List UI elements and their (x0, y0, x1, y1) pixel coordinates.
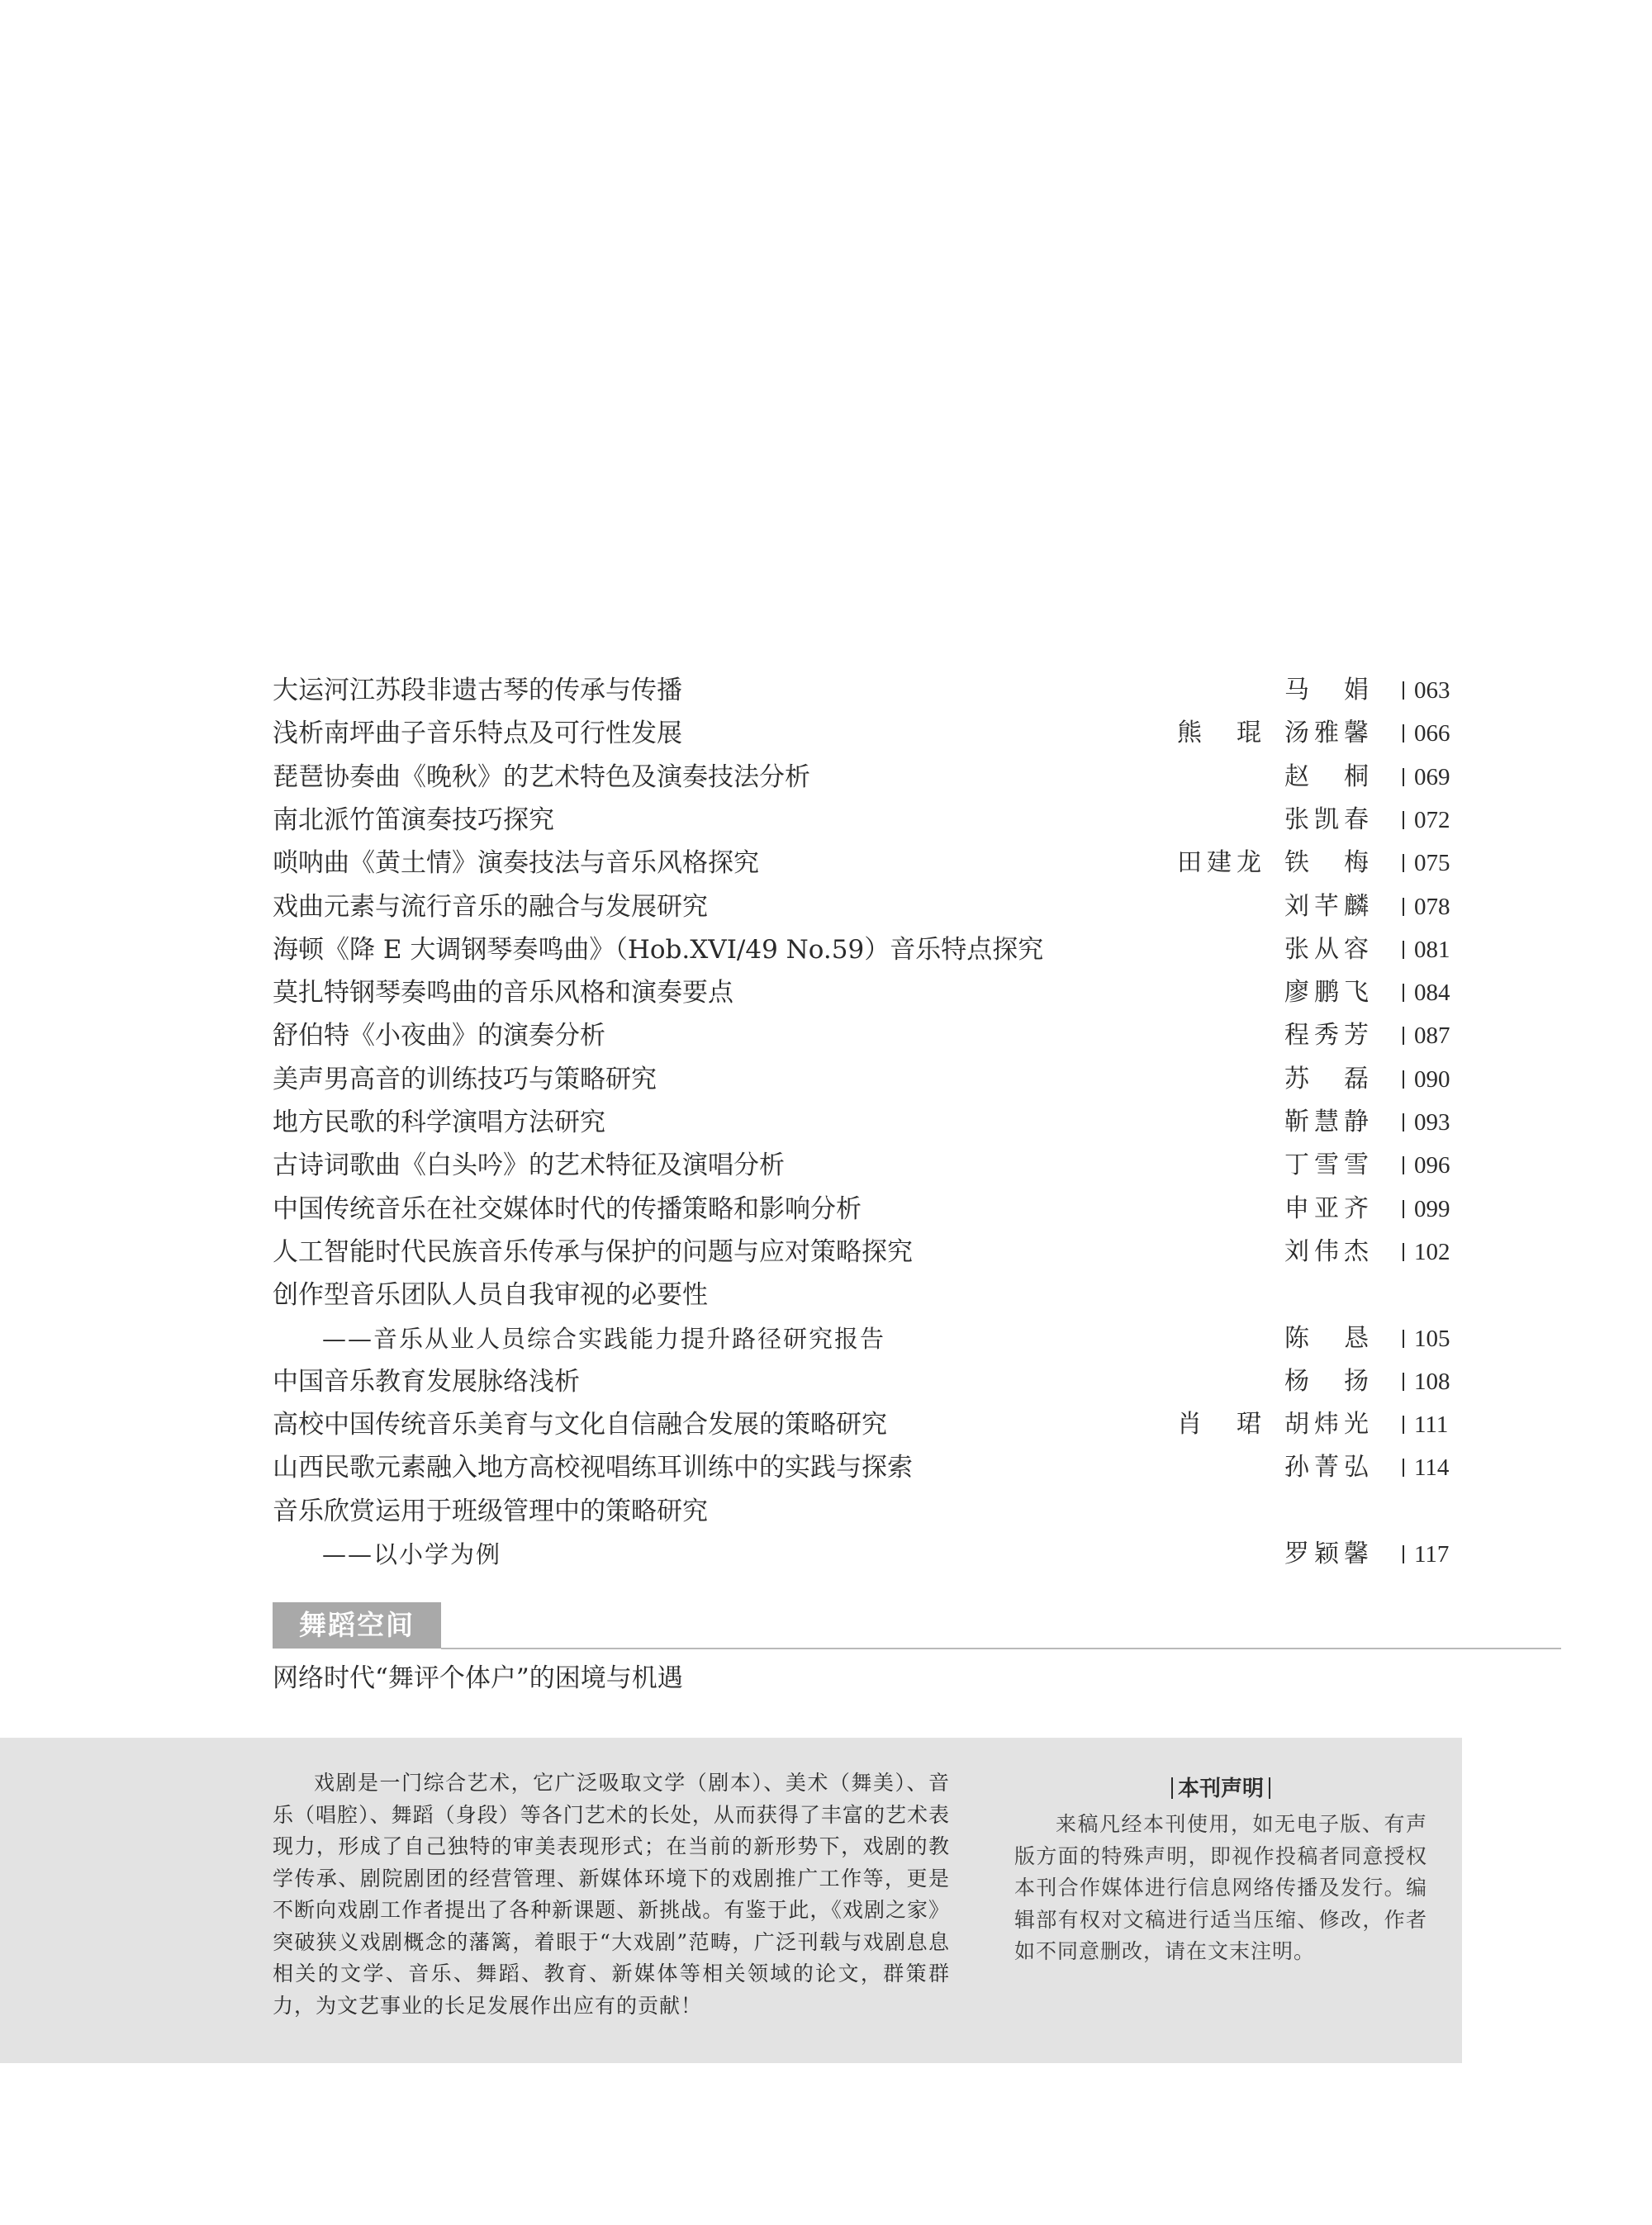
toc-entry-page: 081 (1403, 928, 1450, 971)
toc-entry-author: 刘芊麟 (1284, 891, 1374, 921)
toc-entry-page: 090 (1403, 1058, 1450, 1101)
toc-entry-author: 陈 恳 (1284, 1323, 1374, 1353)
notice-heading (1014, 1774, 1427, 1804)
notice-heading-text: 本刊声明 (1177, 1777, 1264, 1801)
toc-entry-title: 舒伯特《小夜曲》的演奏分析 (273, 1021, 605, 1051)
toc-entry-title: 南北派竹笛演奏技巧探究 (273, 804, 554, 835)
toc-entry-author: 汤雅馨 (1284, 719, 1374, 748)
toc-entry-author: 张从容 (1284, 934, 1374, 964)
toc-entry-page: 066 (1403, 712, 1450, 755)
toc-entry[interactable] (0, 842, 1652, 885)
toc-entry-page: 117 (1403, 1533, 1449, 1576)
toc-entry[interactable] (0, 1231, 1652, 1274)
toc-entry[interactable] (0, 1533, 1652, 1576)
toc-entry-page: 111 (1403, 1403, 1448, 1446)
toc-entry-page: 087 (1403, 1014, 1450, 1057)
toc-entry-page: 102 (1403, 1231, 1450, 1274)
toc-entry-page: 105 (1403, 1317, 1450, 1360)
toc-entry[interactable] (0, 928, 1652, 971)
toc-entry-title: 音乐欣赏运用于班级管理中的策略研究 (273, 1496, 708, 1526)
toc-entry-title: 创作型音乐团队人员自我审视的必要性 (273, 1280, 708, 1311)
toc-entry-title: 中国传统音乐在社交媒体时代的传播策略和影响分析 (273, 1193, 862, 1224)
toc-entry-title: 琵琶协奏曲《晚秋》的艺术特色及演奏技法分析 (273, 761, 810, 792)
toc-entry-page: 114 (1403, 1446, 1449, 1489)
toc-entry-subtitle: ——音乐从业人员综合实践能力提升路径研究报告 (322, 1324, 886, 1353)
toc-entry[interactable] (0, 669, 1652, 712)
toc-entry-author: 赵 桐 (1284, 761, 1374, 791)
toc-entry-author: 肖 珺 (1177, 1410, 1266, 1440)
toc-entry-page: 072 (1403, 799, 1450, 842)
toc-entry-title: 高校中国传统音乐美育与文化自信融合发展的策略研究 (273, 1410, 887, 1440)
journal-notice (1014, 1774, 1427, 1968)
section-divider (441, 1648, 1561, 1649)
toc-entry-subtitle: ——以小学为例 (322, 1540, 502, 1568)
toc-entry[interactable] (0, 712, 1652, 755)
toc-entry-page: 069 (1403, 756, 1450, 799)
toc-entry-author: 铁 梅 (1284, 848, 1374, 878)
bracket-bar-left (1171, 1777, 1173, 1799)
toc-entry-author: 丁雪雪 (1284, 1150, 1374, 1180)
toc-entry-title: 海顿《降 E 大调钢琴奏鸣曲》（Hob.XVI/49 No.59）音乐特点探究 (273, 934, 1044, 965)
toc-entry-page: 108 (1403, 1360, 1450, 1403)
toc-entry-page: 063 (1403, 669, 1450, 712)
footer-panel (0, 1738, 1462, 2063)
toc-entry-author: 罗颖馨 (1284, 1539, 1374, 1568)
toc-entry-author: 程秀芳 (1284, 1021, 1374, 1051)
toc-entry[interactable] (0, 1188, 1652, 1231)
toc-entry-title: 古诗词歌曲《白头吟》的艺术特征及演唱分析 (273, 1150, 785, 1181)
toc-entry-title: 唢呐曲《黄土情》演奏技法与音乐风格探究 (273, 848, 759, 879)
toc-entry-author: 杨 扬 (1284, 1366, 1374, 1396)
toc-entry[interactable] (0, 1101, 1652, 1144)
toc-entry-title: 大运河江苏段非遗古琴的传承与传播 (273, 676, 682, 705)
toc-entry[interactable] (0, 1490, 1652, 1533)
toc-entry[interactable] (0, 1403, 1652, 1446)
toc-entry-title: 美声男高音的训练技巧与策略研究 (273, 1064, 657, 1094)
toc-entry-title: 中国音乐教育发展脉络浅析 (273, 1366, 580, 1397)
toc-entry-title[interactable]: 网络时代“舞评个体户”的困境与机遇 (273, 1663, 683, 1693)
toc-entry-title: 莫扎特钢琴奏鸣曲的音乐风格和演奏要点 (273, 978, 733, 1008)
section-label: 舞蹈空间 (273, 1602, 441, 1649)
toc-entry-page: 075 (1403, 842, 1450, 885)
toc-entry[interactable] (0, 971, 1652, 1014)
toc-entry-author: 苏 磊 (1284, 1064, 1374, 1094)
toc-entry[interactable] (0, 1317, 1652, 1360)
toc-entry-author: 孙菁弘 (1284, 1453, 1374, 1483)
journal-introduction: 戏剧是一门综合艺术，它广泛吸取文学（剧本）、美术（舞美）、音乐（唱腔）、舞蹈（身段）等各门艺术的长处，从而获得了丰富的艺术表现力，形成了自己独特的审美表现形式；在当前的新形势下，戏剧的教学传承、剧院剧团的经营管理、新媒体环境下的戏剧推广工作等，更是不断向戏剧工作者提出了各种新课题、新挑战。有鉴于此，《戏剧之家》突破狭义戏剧概念的藩篱，着眼于“大戏剧”范畴，广泛刊载与戏剧息息相关的文学、音乐、舞蹈、教育、新媒体等相关领域的论文，群策群力，为文艺事业的长足发展作出应有的贡献！ (273, 1771, 950, 2018)
toc-entry[interactable] (0, 799, 1652, 842)
toc-entry-page: 099 (1403, 1188, 1450, 1231)
toc-entry-author: 靳慧静 (1284, 1108, 1374, 1136)
toc-entry-author: 马 娟 (1284, 676, 1374, 705)
toc-entry-title: 山西民歌元素融入地方高校视唱练耳训练中的实践与探索 (273, 1453, 913, 1483)
toc-entry-author: 申亚齐 (1284, 1193, 1374, 1223)
toc-entry-title: 人工智能时代民族音乐传承与保护的问题与应对策略探究 (273, 1236, 913, 1267)
toc-entry[interactable] (0, 1274, 1652, 1316)
toc-entry-title: 地方民歌的科学演唱方法研究 (273, 1108, 605, 1137)
toc-entry-author: 廖鹏飞 (1284, 978, 1374, 1008)
toc-entry-page: 093 (1403, 1101, 1450, 1144)
toc-entry-title: 浅析南坪曲子音乐特点及可行性发展 (273, 719, 682, 749)
toc-entry-author: 胡炜光 (1284, 1410, 1374, 1440)
toc-entry-author: 田建龙 (1177, 848, 1266, 878)
toc-entry[interactable] (0, 1446, 1652, 1489)
toc-entry[interactable] (0, 1058, 1652, 1101)
notice-text: 来稿凡经本刊使用，如无电子版、有声版方面的特殊声明，即视作投稿者同意授权本刊合作媒体进行信息网络传播及发行。编辑部有权对文稿进行适当压缩、修改，作者如不同意删改，请在文末注明。 (1014, 1812, 1427, 1963)
toc-entry-page: 078 (1403, 885, 1450, 928)
bracket-bar-right (1269, 1777, 1270, 1799)
toc-entry[interactable] (0, 1360, 1652, 1403)
toc-entry[interactable] (0, 1014, 1652, 1057)
toc-entry-author: 熊 琨 (1177, 719, 1266, 748)
toc-entry[interactable] (0, 885, 1652, 928)
toc-entry-author: 张凯春 (1284, 804, 1374, 834)
toc-entry-page: 096 (1403, 1144, 1450, 1187)
toc-entry-page: 084 (1403, 971, 1450, 1014)
toc-entry[interactable] (0, 1144, 1652, 1187)
toc-entry-title: 戏曲元素与流行音乐的融合与发展研究 (273, 891, 708, 922)
toc-entry-author: 刘伟杰 (1284, 1236, 1374, 1266)
toc-entry[interactable] (0, 756, 1652, 799)
